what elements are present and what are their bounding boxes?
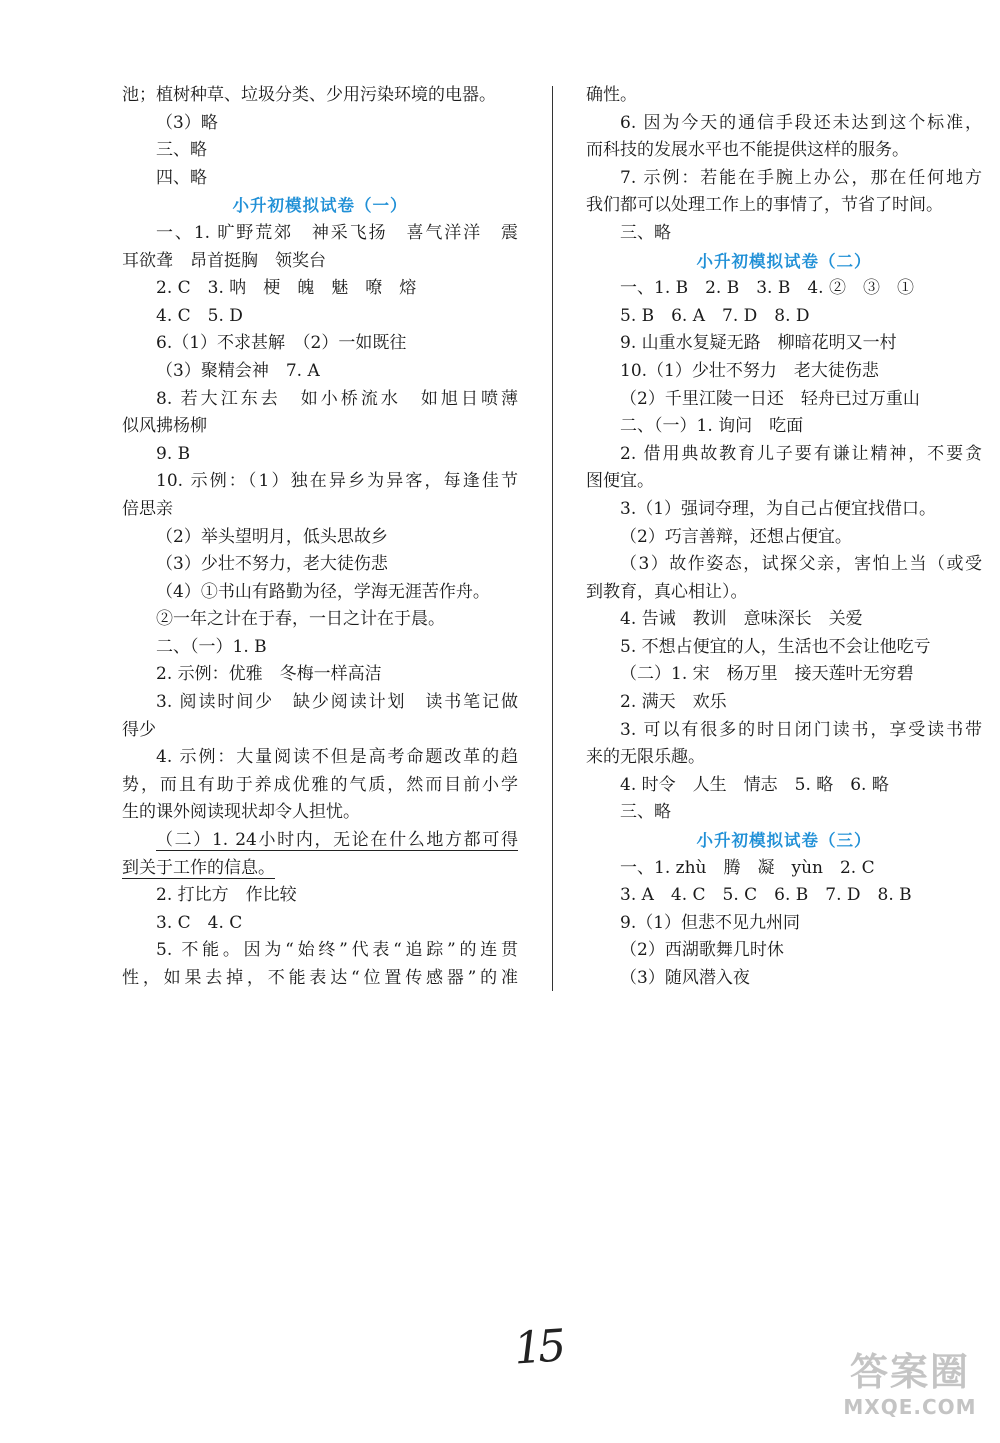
answer-line: （2）举头望明月，低头思故乡 (156, 526, 388, 547)
answer-line: 4. 示例：大量阅读不但是高考命题改革的趋 (156, 747, 518, 768)
answer-line: （4）①书山有路勤为径，学海无涯苦作舟。 (156, 581, 490, 602)
answer-line: 6. 因为今天的通信手段还未达到这个标准， (620, 112, 982, 133)
answer-line: 势，而且有助于养成优雅的气质，然而目前小学 (122, 774, 518, 795)
answer-line: 一、1. zhù 腾 凝 yùn 2. C (620, 857, 875, 878)
answer-line: ②一年之计在于春，一日之计在于晨。 (156, 609, 445, 630)
answer-line: 池；植树种草、垃圾分类、少用污染环境的电器。 (122, 85, 496, 105)
answer-line: （2）千里江陵一日还 轻舟已过万重山 (620, 388, 920, 409)
answer-line: （二）1. 24小时内，无论在什么地方都可得 (156, 830, 518, 851)
answer-line: 10. 示例：（1）独在异乡为异客，每逢佳节 (156, 471, 518, 492)
answer-line: 来的无限乐趣。 (586, 747, 705, 768)
section-heading: 小升初模拟试卷（一） (232, 196, 408, 216)
answer-line: 3. 可以有很多的时日闭门读书，享受读书带 (620, 719, 982, 740)
answer-line: 6.（1）不求甚解 （2）一如既往 (156, 333, 407, 354)
answer-line: 9. B (156, 443, 191, 464)
answer-line: （2）巧言善辩，还想占便宜。 (620, 526, 852, 547)
answer-line: （3）故作姿态，试探父亲，害怕上当（或受 (620, 554, 982, 575)
answer-line: 3. 阅读时间少 缺少阅读计划 读书笔记做 (156, 692, 518, 713)
answer-line: 5. 不能。因为“始终”代表“追踪”的连贯 (156, 940, 518, 961)
answer-line: 4. C 5. D (156, 305, 243, 326)
section-heading: 小升初模拟试卷（二） (696, 251, 872, 271)
answer-line: 我们都可以处理工作上的事情了，节省了时间。 (586, 195, 943, 216)
answer-line: （3）少壮不努力，老大徒伤悲 (156, 554, 388, 575)
page-number: 15 (512, 1320, 564, 1375)
answer-line: （二）1. 宋 杨万里 接天莲叶无穷碧 (620, 664, 914, 685)
answer-line: 得少 (122, 719, 156, 740)
answer-line: 倍思亲 (122, 498, 173, 519)
answer-line: 到关于工作的信息。 (122, 857, 275, 878)
answer-line: 到教育，真心相让）。 (586, 581, 748, 602)
answer-line: 9.（1）但悲不见九州同 (620, 912, 801, 933)
answer-line: 图便宜。 (586, 471, 654, 492)
answer-line: 3.（1）强词夺理，为自己占便宜找借口。 (620, 498, 937, 519)
answer-line: 2. C 3. 呐 梗 魄 魅 嘹 熔 (156, 278, 417, 299)
answer-line: 2. 示例：优雅 冬梅一样高洁 (156, 664, 382, 685)
answer-line: 2. 打比方 作比较 (156, 885, 297, 906)
answer-line: （3）聚精会神 7. A (156, 360, 320, 381)
section-heading: 小升初模拟试卷（三） (696, 831, 872, 851)
answer-line: 10.（1）少壮不努力 老大徒伤悲 (620, 360, 879, 381)
answer-line: 5. 不想占便宜的人，生活也不会让他吃亏 (620, 636, 931, 657)
answer-line: 而科技的发展水平也不能提供这样的服务。 (586, 140, 909, 161)
answer-line: 三、略 (156, 140, 207, 161)
answer-line: （2）西湖歌舞几时休 (620, 940, 784, 961)
answer-line: 7. 示例：若能在手腕上办公，那在任何地方 (620, 167, 982, 188)
answer-line: 2. 满天 欢乐 (620, 692, 727, 713)
answer-line: 一、1. 旷野荒郊 神采飞扬 喜气洋洋 震 (156, 222, 518, 243)
watermark-top: 答案圈 (849, 1350, 970, 1394)
answer-line: 耳欲聋 昂首挺胸 领奖台 (122, 250, 326, 271)
answer-line: 二、（一）1. B (156, 636, 267, 657)
column-divider (552, 86, 553, 991)
answer-line: 4. 告诫 教训 意味深长 关爱 (620, 609, 863, 630)
watermark-bottom: MXQE.COM (843, 1395, 977, 1419)
answer-line: 三、略 (620, 222, 671, 243)
answer-line: 二、（一）1. 询问 吃面 (620, 416, 804, 437)
answer-line: （3）略 (156, 112, 218, 133)
answer-line: 三、略 (620, 802, 671, 823)
answer-line: 四、略 (156, 167, 207, 188)
answer-line: 5. B 6. A 7. D 8. D (620, 305, 810, 326)
answer-line: （3）随风潜入夜 (620, 968, 750, 988)
answer-line: 2. 借用典故教育儿子要有谦让精神，不要贪 (620, 443, 982, 464)
answer-line: 3. C 4. C (156, 912, 243, 933)
answer-line: 生的课外阅读现状却令人担忧。 (122, 802, 360, 823)
answer-line: 3. A 4. C 5. C 6. B 7. D 8. B (620, 885, 912, 906)
answer-line: 性，如果去掉，不能表达“位置传感器”的准 (122, 968, 518, 988)
left-column (122, 82, 518, 993)
watermark-logo (830, 1349, 990, 1439)
answer-line: 似风拂杨柳 (122, 416, 207, 437)
answer-line: 4. 时令 人生 情志 5. 略 6. 略 (620, 774, 889, 795)
right-column (586, 82, 982, 993)
answer-line: 一、1. B 2. B 3. B 4. ② ③ ① (620, 278, 914, 299)
answer-line: 确性。 (586, 85, 637, 105)
answer-line: 9. 山重水复疑无路 柳暗花明又一村 (620, 333, 897, 354)
answer-line: 8. 若大江东去 如小桥流水 如旭日喷薄 (156, 388, 518, 409)
